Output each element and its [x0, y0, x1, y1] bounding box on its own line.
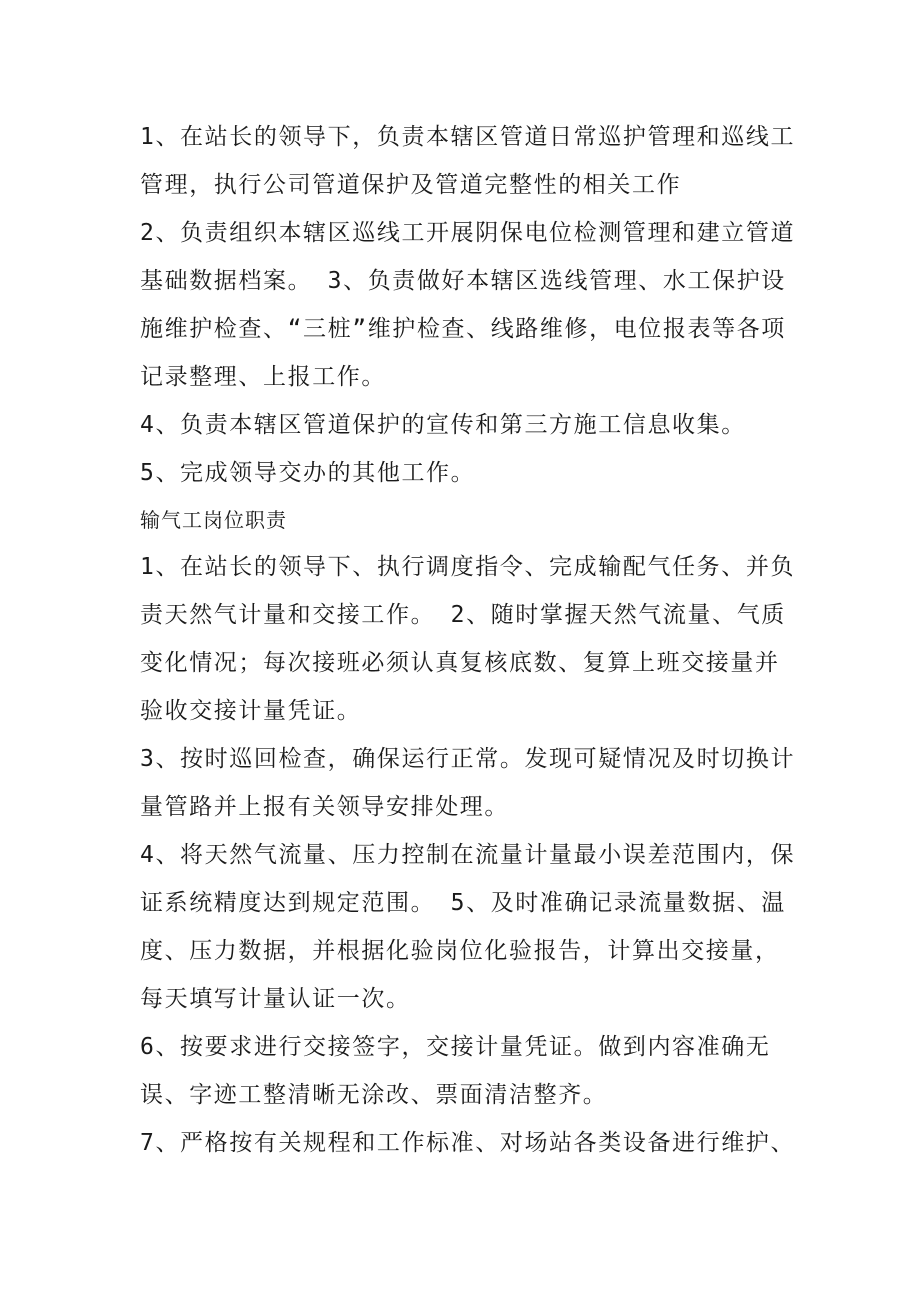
paragraph-3: 4、负责本辖区管道保护的宣传和第三方施工信息收集。 5、完成领导交办的其他工作。	[140, 412, 746, 486]
paragraph-8: 7、严格按有关规程和工作标准、对场站各类设备进行维护、	[140, 1130, 796, 1156]
paragraph-4: 1、在站长的领导下、执行调度指令、完成输配气任务、并负责天然气计量和交接工作。 2、随时掌握天然气流量、气质变化情况；每次接班必须认真复核底数、复算上班交接量并验收交接计量凭证。	[140, 554, 796, 724]
paragraph-1: 1、在站长的领导下，负责本辖区管道日常巡护管理和巡线工管理，执行公司管道保护及管道完整性的相关工作	[140, 124, 796, 198]
paragraph-5: 3、按时巡回检查，确保运行正常。发现可疑情况及时切换计量管路并上报有关领导安排处理。	[140, 746, 796, 820]
document-body	[140, 113, 800, 1167]
paragraph-2: 2、负责组织本辖区巡线工开展阴保电位检测管理和建立管道基础数据档案。 3、负责做好本辖区选线管理、水工保护设施维护检查、“三桩”维护检查、线路维修，电位报表等各项记录整理、上报工作。	[140, 220, 796, 390]
paragraph-7: 6、按要求进行交接签字，交接计量凭证。做到内容准确无误、字迹工整清晰无涂改、票面清洁整齐。	[140, 1034, 771, 1108]
section-heading: 输气工岗位职责	[140, 508, 287, 532]
paragraph-6: 4、将天然气流量、压力控制在流量计量最小误差范围内，保证系统精度达到规定范围。 5、及时准确记录流量数据、温度、压力数据，并根据化验岗位化验报告，计算出交接量，每天填写计量认证一次。	[140, 842, 796, 1012]
